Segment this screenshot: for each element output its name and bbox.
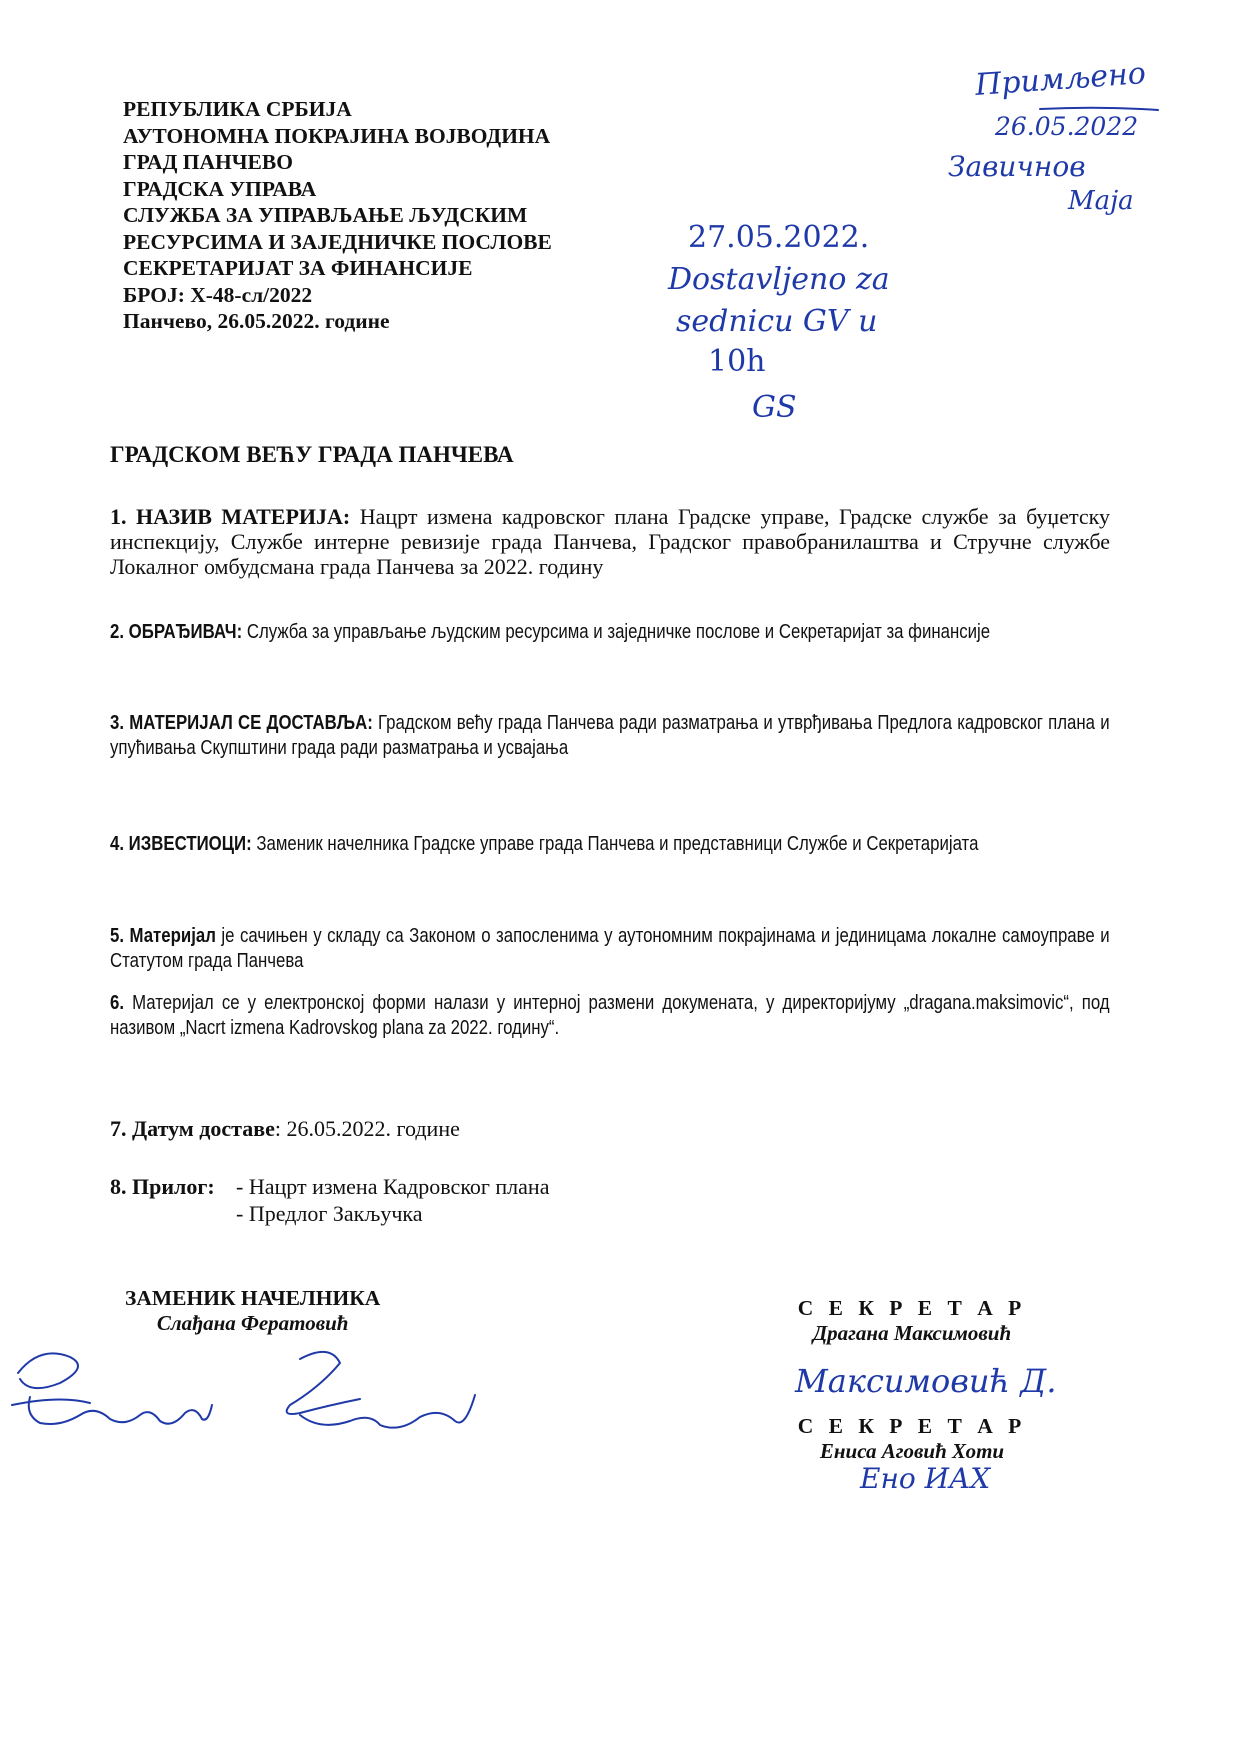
item-text: Служба за управљање људским ресурсима и заједничке послове и Секретаријат за финансије: [242, 621, 991, 643]
attachments-label: 8. Прилог:: [110, 1174, 215, 1199]
signatory-title: С Е К Р Е Т А Р: [797, 1296, 1027, 1320]
signatory-title: С Е К Р Е Т А Р: [797, 1414, 1027, 1438]
item-label: 4. ИЗВЕСТИОЦИ:: [110, 833, 252, 855]
attachments: [110, 1173, 549, 1227]
signature-secretary-1: Максимовић Д.: [795, 1362, 1057, 1400]
item-text: Нацрт измена кадровског плана Градске управе, Градске службе за буџетску инспекцију, Службе интерне ревизије града Панчева, Градског правобранилаштва и Стручне службе Локалног омбудсмана града Панчева за 2022. годину: [110, 504, 1110, 579]
item-label: 7. Датум доставе: [110, 1116, 275, 1141]
delivered-note-initials: GS: [752, 390, 797, 425]
signatory-deputy: [125, 1286, 380, 1336]
item-delivery-date: [110, 1116, 460, 1141]
item-text: : 26.05.2022. године: [274, 1116, 460, 1141]
item-material-title: [110, 504, 1110, 579]
received-note-firstname: Маја: [1068, 186, 1134, 216]
item-rapporteurs: [110, 832, 1110, 857]
signatory-name: Ениса Аговић Хоти: [819, 1439, 1005, 1463]
item-label: 5. Материјал: [110, 925, 216, 947]
addressee-heading: ГРАДСКОМ ВЕЋУ ГРАДА ПАНЧЕВА: [110, 442, 514, 467]
header-reference-number: БРОЈ: X-48-сл/2022: [123, 282, 313, 307]
item-label: 1. НАЗИВ МАТЕРИЈА:: [110, 504, 351, 529]
item-text: Заменик начелника Градске управе града Панчева и представници Службе и Секретаријата: [251, 833, 979, 855]
item-label: 3. МАТЕРИЈАЛ СЕ ДОСТАВЉА:: [110, 712, 373, 734]
header-administration: ГРАДСКА УПРАВА: [123, 176, 317, 201]
delivered-note-line3: sednicu GV u: [676, 304, 878, 339]
item-text: Градском већу града Панчева ради разматрања и утврђивања Предлога кадровског плана и упућивања Скупштини града ради разматрања и усвајања: [110, 712, 1110, 759]
received-note-line1: Примљено: [973, 56, 1147, 103]
signatory-title: ЗАМЕНИК НАЧЕЛНИКА: [125, 1286, 381, 1310]
item-label: 2. ОБРАЂИВАЧ:: [110, 621, 243, 643]
header-service-line2: РЕСУРСИМА И ЗАЈЕДНИЧКЕ ПОСЛОВЕ: [123, 229, 552, 254]
signatory-secretary-1: [782, 1296, 1042, 1346]
item-legal-basis: [110, 924, 1110, 974]
received-note-date: 26.05.2022: [995, 112, 1139, 141]
attachments-list: [236, 1173, 549, 1227]
item-electronic-location: [110, 991, 1110, 1041]
item-material-delivered: [110, 711, 1110, 761]
signature-deputy: [0, 1335, 490, 1445]
delivered-note-time: 10h: [708, 344, 766, 379]
header-service-line1: СЛУЖБА ЗА УПРАВЉАЊЕ ЉУДСКИМ: [123, 203, 528, 227]
header-province: АУТОНОМНА ПОКРАЈИНА ВОЈВОДИНА: [123, 123, 551, 148]
signatory-secretary-2: [782, 1414, 1042, 1464]
item-processor: [110, 620, 1110, 645]
signature-secretary-2: Ено ИАХ: [860, 1462, 991, 1495]
document-header: [123, 96, 552, 335]
signatory-name: Слађана Фератовић: [156, 1311, 349, 1335]
header-place-date: Панчево, 26.05.2022. године: [123, 309, 390, 333]
header-secretariat: СЕКРЕТАРИЈАТ ЗА ФИНАНСИЈЕ: [123, 256, 473, 280]
attachment-item: - Предлог Закључка: [236, 1201, 423, 1226]
item-text: је сачињен у складу са Законом о запосленима у аутономним покрајинама и јединицама локалне самоуправе и Статутом града Панчева: [110, 925, 1110, 972]
header-city: ГРАД ПАНЧЕВО: [123, 150, 293, 174]
delivered-note-line2: Dostavljeno za: [668, 262, 890, 297]
signatory-name: Драгана Максимовић: [812, 1321, 1012, 1345]
header-republic: РЕПУБЛИКА СРБИЈА: [123, 97, 352, 121]
received-note-name: Завичнов: [948, 150, 1086, 183]
item-label: 6.: [110, 992, 125, 1014]
delivered-note-date: 27.05.2022.: [688, 220, 870, 255]
item-text: Материјал се у електронској форми налази у интерној размени докумената, у директоријуму „dragana.maksimovic“, под називом „Nacrt izmena Kadrovskog plana za 2022. годину“.: [110, 992, 1110, 1039]
attachment-item: - Нацрт измена Кадровског плана: [236, 1174, 550, 1199]
